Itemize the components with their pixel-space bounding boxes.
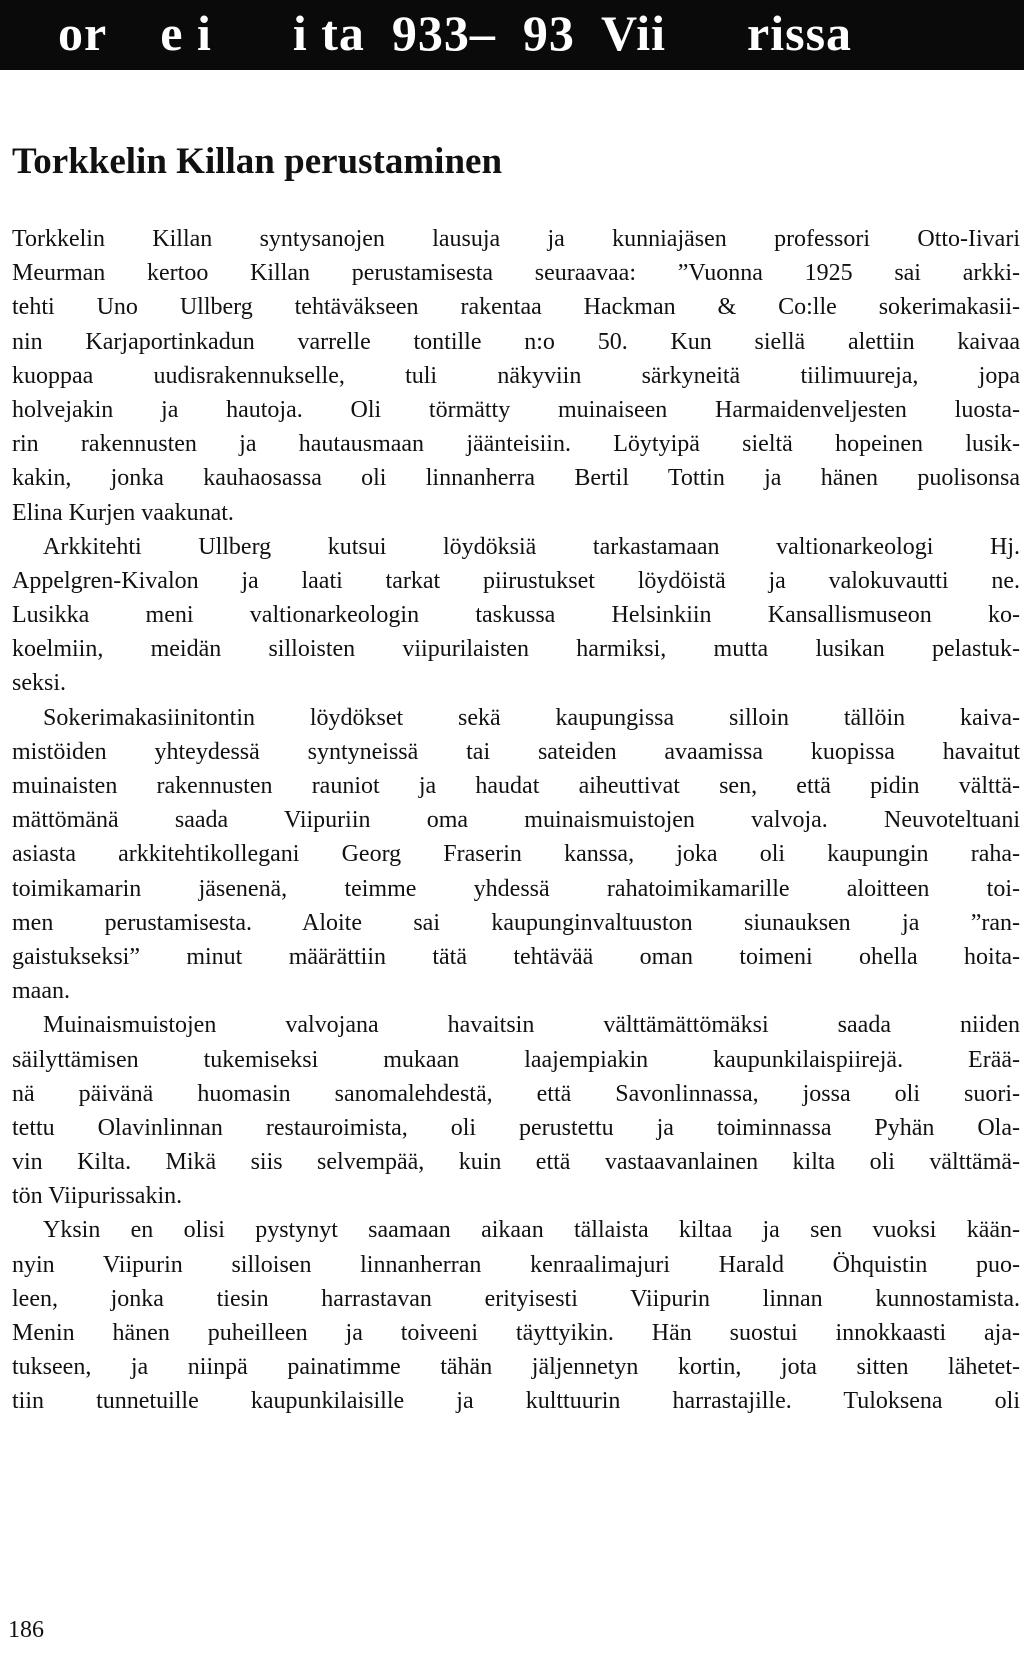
text-line: holvejakin ja hautoja. Oli törmätty muinaiseen Harmaidenveljesten luosta- <box>12 396 1020 423</box>
text-line: nyin Viipurin silloisen linnanherran kenraalimajuri Harald Öhquistin puo- <box>12 1251 1020 1278</box>
text-line: asiasta arkkitehtikollegani Georg Fraserin kanssa, joka oli kaupungin raha- <box>12 841 1020 868</box>
text-line: mistöiden yhteydessä syntyneissä tai sateiden avaamissa kuopissa havaitut <box>12 738 1020 765</box>
text-line: säilyttämisen tukemiseksi mukaan laajempiakin kaupunkilaispiirejä. Erää- <box>12 1046 1020 1073</box>
text-line: men perustamisesta. Aloite sai kaupunginvaltuuston siunauksen ja ”ran- <box>12 909 1020 936</box>
text-line: nä päivänä huomasin sanomalehdestä, että Savonlinnassa, jossa oli suori- <box>12 1080 1020 1107</box>
text-line: rin rakennusten ja hautausmaan jäänteisiin. Löytyipä sieltä hopeinen lusik- <box>12 431 1020 458</box>
text-line: Meurman kertoo Killan perustamisesta seuraavaa: ”Vuonna 1925 sai arkki- <box>12 260 1020 287</box>
text-line: Appelgren-Kivalon ja laati tarkat piirustukset löydöistä ja valokuvautti ne. <box>12 567 1020 594</box>
text-line: tettu Olavinlinnan restauroimista, oli perustettu ja toiminnassa Pyhän Ola- <box>12 1114 1020 1141</box>
text-line: tiin tunnetuille kaupunkilaisille ja kulttuurin harrastajille. Tuloksena oli <box>12 1388 1020 1415</box>
running-header-title: or e i i ta 933– 93 Vii rissa <box>58 5 853 61</box>
text-line: koelmiin, meidän silloisten viipurilaisten harmiksi, mutta lusikan pelastuk- <box>12 636 1020 663</box>
text-line: Elina Kurjen vaakunat. <box>12 499 234 526</box>
text-line: tukseen, ja niinpä painatimme tähän jäljennetyn kortin, jota sitten lähetet- <box>12 1354 1020 1381</box>
text-line: Yksin en olisi pystynyt saamaan aikaan tällaista kiltaa ja sen vuoksi kään- <box>43 1217 1020 1244</box>
text-line: nin Karjaportinkadun varrelle tontille n:o 50. Kun siellä alettiin kaivaa <box>12 328 1020 355</box>
text-line: seksi. <box>12 670 66 697</box>
section-heading: Torkkelin Killan perustaminen <box>12 141 503 182</box>
text-line: Torkkelin Killan syntysanojen lausuja ja kunniajäsen professori Otto-Iivari <box>12 226 1020 252</box>
text-line: mättömänä saada Viipuriin oma muinaismuistojen valvoja. Neuvoteltuani <box>12 807 1020 834</box>
text-line: kuoppaa uudisrakennukselle, tuli näkyviin särkyneitä tiilimuureja, jopa <box>12 362 1020 389</box>
running-header-band <box>0 0 1024 70</box>
text-line: Muinaismuistojen valvojana havaitsin välttämättömäksi saada niiden <box>43 1012 1020 1039</box>
text-line: Lusikka meni valtionarkeologin taskussa Helsinkiin Kansallismuseon ko- <box>12 602 1020 629</box>
text-line: gaistukseksi” minut määrättiin tätä tehtävää oman toimeni ohella hoita- <box>12 943 1020 970</box>
text-line: vin Kilta. Mikä siis selvempää, kuin että vastaavanlainen kilta oli välttämä- <box>12 1149 1020 1176</box>
text-line: Menin hänen puheilleen ja toiveeni täyttyikin. Hän suostui innokkaasti aja- <box>12 1320 1020 1346</box>
text-line: tön Viipurissakin. <box>12 1183 183 1210</box>
text-line: tehti Uno Ullberg tehtäväkseen rakentaa Hackman & Co:lle sokerimakasii- <box>12 294 1020 321</box>
body-text <box>12 222 1020 1419</box>
text-line: toimikamarin jäsenenä, teimme yhdessä rahatoimikamarille aloitteen toi- <box>12 875 1020 902</box>
page-number: 186 <box>8 1617 44 1643</box>
text-line: Arkkitehti Ullberg kutsui löydöksiä tarkastamaan valtionarkeologi Hj. <box>43 533 1020 560</box>
text-line: kakin, jonka kauhaosassa oli linnanherra Bertil Tottin ja hänen puolisonsa <box>12 465 1020 492</box>
text-line: Sokerimakasiinitontin löydökset sekä kaupungissa silloin tällöin kaiva- <box>43 704 1020 731</box>
text-line: muinaisten rakennusten rauniot ja haudat aiheuttivat sen, että pidin välttä- <box>12 773 1020 799</box>
text-line: maan. <box>12 978 70 1005</box>
text-line: leen, jonka tiesin harrastavan erityisesti Viipurin linnan kunnostamista. <box>12 1285 1020 1312</box>
